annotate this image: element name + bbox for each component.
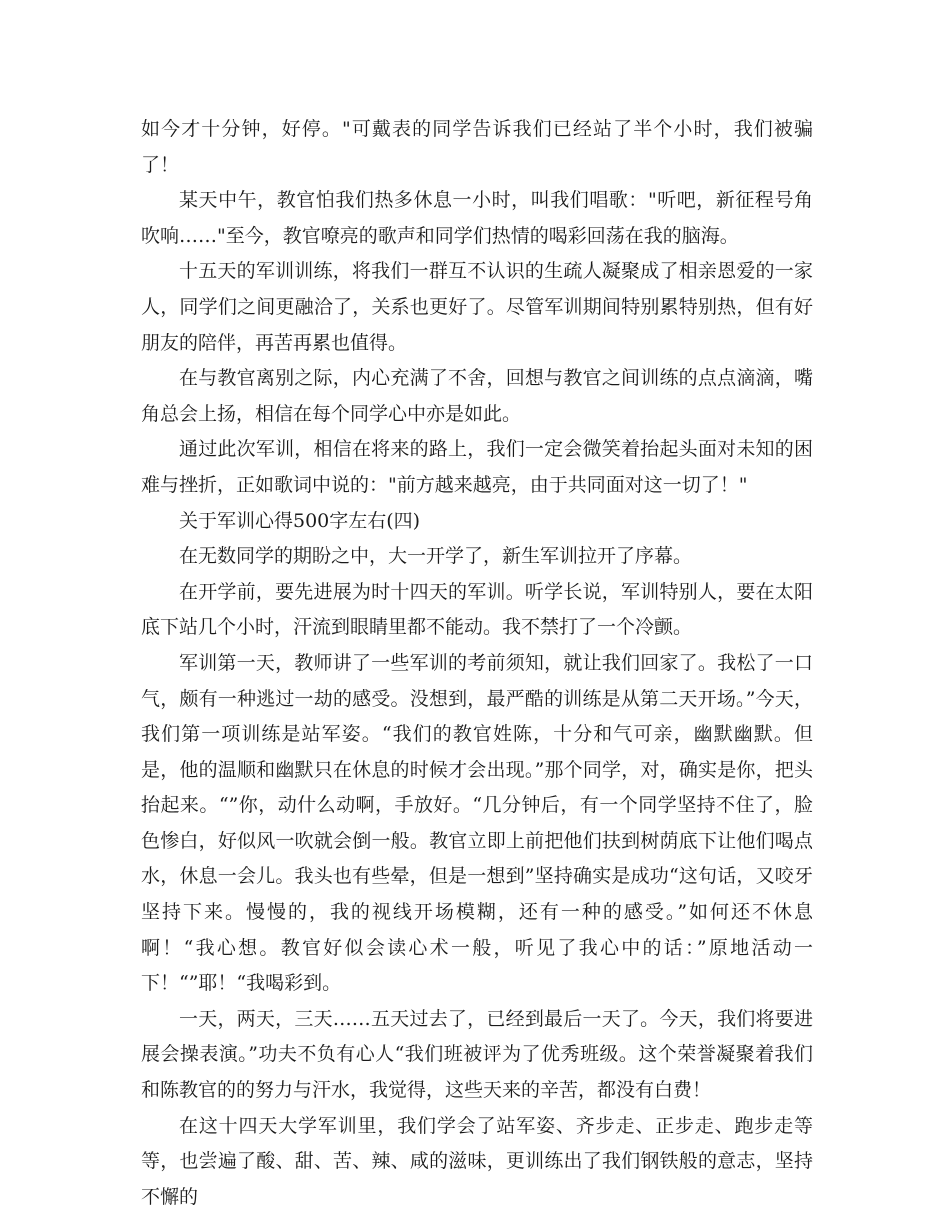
paragraph-future: 通过此次军训，相信在将来的路上，我们一定会微笑着抬起头面对未知的困难与挫折，正如歌词中说的："前方越来越亮，由于共同面对这一切了！" bbox=[141, 438, 813, 496]
paragraph-last-day: 一天，两天，三天……五天过去了，已经到最后一天了。今天，我们将要进展会操表演。”功夫不负有心人“我们班被评为了优秀班级。这个荣誉凝聚着我们和陈教官的的努力与汗水，我觉得，这些天来的辛苦，都没有白费！ bbox=[141, 1007, 813, 1102]
paragraph-before-school: 在开学前，要先进展为时十四天的军训。听学长说，军训特别人，要在太阳底下站几个小时，汗流到眼睛里都不能动。我不禁打了一个冷颤。 bbox=[141, 580, 813, 639]
paragraph-fifteen-days: 十五天的军训训练，将我们一群互不认识的生疏人凝聚成了相亲恩爱的一家人，同学们之间更融洽了，关系也更好了。尽管军训期间特别累特别热，但有好朋友的陪伴，再苦再累也值得。 bbox=[141, 260, 813, 354]
section-heading: 关于军训心得500字左右(四) bbox=[179, 509, 421, 532]
paragraph-continued: 如今才十分钟，好停。"可戴表的同学告诉我们已经站了半个小时，我们被骗了！ bbox=[141, 118, 813, 176]
paragraph-first-day: 军训第一天，教师讲了一些军训的考前须知，就让我们回家了。我松了一口气，颇有一种逃过一劫的感受。没想到，最严酷的训练是从第二天开场。”今天，我们第一项训练是站军姿。“我们的教官姓陈，十分和气可亲，幽默幽默。但是，他的温顺和幽默只在休息的时候才会出现。”那个同学，对，确实是你，把头抬起来。“”你，动什么动啊，手放好。“几分钟后，有一个同学坚持不住了，脸色惨白，好似风一吹就会倒一般。教官立即上前把他们扶到树荫底下让他们喝点水，休息一会儿。我头也有些晕，但是一想到”坚持确实是成功“这句话，又咬牙坚持下来。慢慢的，我的视线开场模糊，还有一种的感受。”如何还不休息啊！“我心想。教官好似会读心术一般，听见了我心中的话：”原地活动一下！“”耶！“我喝彩到。 bbox=[141, 651, 813, 995]
paragraph-farewell: 在与教官离别之际，内心充满了不舍，回想与教官之间训练的点点滴滴，嘴角总会上扬，相信在每个同学心中亦是如此。 bbox=[141, 367, 813, 425]
paragraph-summary: 在这十四天大学军训里，我们学会了站军姿、齐步走、正步走、跑步走等等，也尝遍了酸、甜、苦、辣、咸的滋味，更训练出了我们钢铁般的意志，坚持不懈的 bbox=[141, 1114, 813, 1208]
paragraph-singing: 某天中午，教官怕我们热多休息一小时，叫我们唱歌："听吧，新征程号角吹响……"至今，教官嘹亮的歌声和同学们热情的喝彩回荡在我的脑海。 bbox=[141, 189, 813, 247]
document-body bbox=[141, 112, 813, 1215]
paragraph-opening: 在无数同学的期盼之中，大一开学了，新生军训拉开了序幕。 bbox=[179, 545, 693, 568]
